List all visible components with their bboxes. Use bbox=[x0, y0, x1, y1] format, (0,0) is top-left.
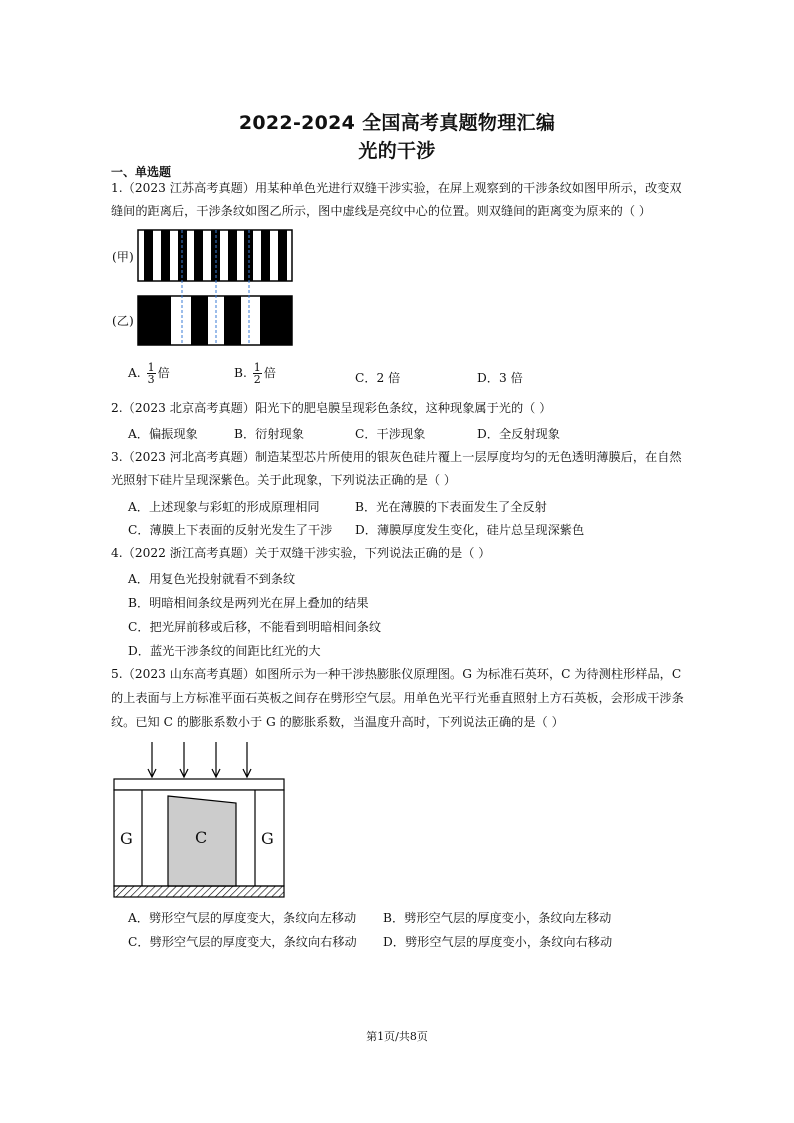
q5-option-a[interactable]: A．劈形空气层的厚度变大，条纹向左移动 bbox=[128, 911, 357, 925]
fringe-pattern-b bbox=[138, 296, 292, 345]
q3-option-b[interactable]: B．光在薄膜的下表面发生了全反射 bbox=[355, 500, 547, 514]
q4-stem: 4.（2022 浙江高考真题）关于双缝干涉实验，下列说法正确的是（ ） bbox=[111, 546, 491, 560]
q1-option-d[interactable]: D．3 倍 bbox=[477, 371, 523, 385]
q1-figure-label-a: (甲) bbox=[112, 250, 134, 264]
base-plate bbox=[114, 886, 284, 897]
quartz-plate bbox=[114, 779, 284, 790]
option-letter: B. bbox=[234, 366, 247, 380]
q3-stem-line1: 3.（2023 河北高考真题）制造某型芯片所使用的银灰色硅片覆上一层厚度均匀的无色透明薄膜后，在自然 bbox=[111, 450, 682, 464]
q4-option-c[interactable]: C．把光屏前移或后移，不能看到明暗相间条纹 bbox=[128, 620, 382, 634]
q4-option-b[interactable]: B．明暗相间条纹是两列光在屏上叠加的结果 bbox=[128, 596, 369, 610]
q1-fringe-figure bbox=[136, 228, 294, 348]
label-g-left: G bbox=[120, 829, 133, 848]
q3-option-d[interactable]: D．薄膜厚度发生变化，硅片总呈现深紫色 bbox=[355, 523, 585, 537]
q5-option-d[interactable]: D．劈形空气层的厚度变小，条纹向右移动 bbox=[383, 935, 613, 949]
q3-option-c[interactable]: C．薄膜上下表面的反射光发生了干涉 bbox=[128, 523, 333, 537]
label-c: C bbox=[195, 828, 208, 847]
q5-dilatometer-diagram bbox=[110, 740, 288, 900]
option-letter: A. bbox=[128, 366, 141, 380]
q2-option-a[interactable]: A．偏振现象 bbox=[128, 427, 198, 441]
fraction-one-third bbox=[147, 362, 156, 385]
q5-option-b[interactable]: B．劈形空气层的厚度变小，条纹向左移动 bbox=[383, 911, 612, 925]
q5-stem-line2: 的上表面与上方标准平面石英板之间存在劈形空气层。用单色光平行光垂直照射上方石英板，会形成干涉条 bbox=[111, 691, 684, 705]
page-subtitle: 光的干涉 bbox=[358, 140, 436, 162]
q1-stem-line1: 1.（2023 江苏高考真题）用某种单色光进行双缝干涉实验，在屏上观察到的干涉条纹如图甲所示，改变双 bbox=[111, 181, 682, 195]
fraction-denominator: 3 bbox=[147, 373, 155, 386]
q5-stem-line3: 纹。已知 C 的膨胀系数小于 G 的膨胀系数，当温度升高时，下列说法正确的是（ ） bbox=[111, 715, 564, 729]
label-g-right: G bbox=[261, 829, 274, 848]
q1-stem-line2: 缝间的距离后，干涉条纹如图乙所示，图中虚线是亮纹中心的位置。则双缝间的距离变为原来的（ ） bbox=[111, 204, 652, 218]
q5-option-c[interactable]: C．劈形空气层的厚度变大，条纹向右移动 bbox=[128, 935, 357, 949]
q2-option-c[interactable]: C．干涉现象 bbox=[355, 427, 426, 441]
q2-option-d[interactable]: D．全反射现象 bbox=[477, 427, 560, 441]
fraction-numerator: 1 bbox=[253, 361, 261, 374]
q5-stem-line1: 5.（2023 山东高考真题）如图所示为一种干涉热膨胀仪原理图。G 为标准石英环，C 为待测柱形样品，C bbox=[111, 667, 682, 681]
fraction-numerator: 1 bbox=[147, 361, 155, 374]
fraction-one-half bbox=[253, 362, 262, 385]
q4-option-a[interactable]: A．用复色光投射就看不到条纹 bbox=[128, 572, 296, 586]
option-unit: 倍 bbox=[157, 366, 170, 380]
q4-option-d[interactable]: D．蓝光干涉条纹的间距比红光的大 bbox=[128, 644, 321, 658]
q2-option-b[interactable]: B．衍射现象 bbox=[234, 427, 304, 441]
q3-option-a[interactable]: A．上述现象与彩虹的形成原理相同 bbox=[128, 500, 320, 514]
option-unit: 倍 bbox=[263, 366, 276, 380]
incident-light-arrows bbox=[148, 742, 251, 777]
section-heading: 一、单选题 bbox=[111, 165, 172, 179]
q1-option-c[interactable]: C．2 倍 bbox=[355, 371, 401, 385]
q1-figure-label-b: (乙) bbox=[112, 314, 134, 328]
page-footer: 第1页/共8页 bbox=[366, 1030, 428, 1043]
page-title: 2022-2024 全国高考真题物理汇编 bbox=[238, 112, 556, 134]
fringe-pattern-a bbox=[138, 230, 292, 281]
q3-stem-line2: 光照射下硅片呈现深紫色。关于此现象，下列说法正确的是（ ） bbox=[111, 473, 457, 487]
q2-stem: 2.（2023 北京高考真题）阳光下的肥皂膜呈现彩色条纹，这种现象属于光的（ ） bbox=[111, 401, 552, 415]
q1-option-a[interactable] bbox=[128, 362, 170, 385]
q1-option-b[interactable] bbox=[234, 362, 276, 385]
fraction-denominator: 2 bbox=[253, 373, 261, 386]
